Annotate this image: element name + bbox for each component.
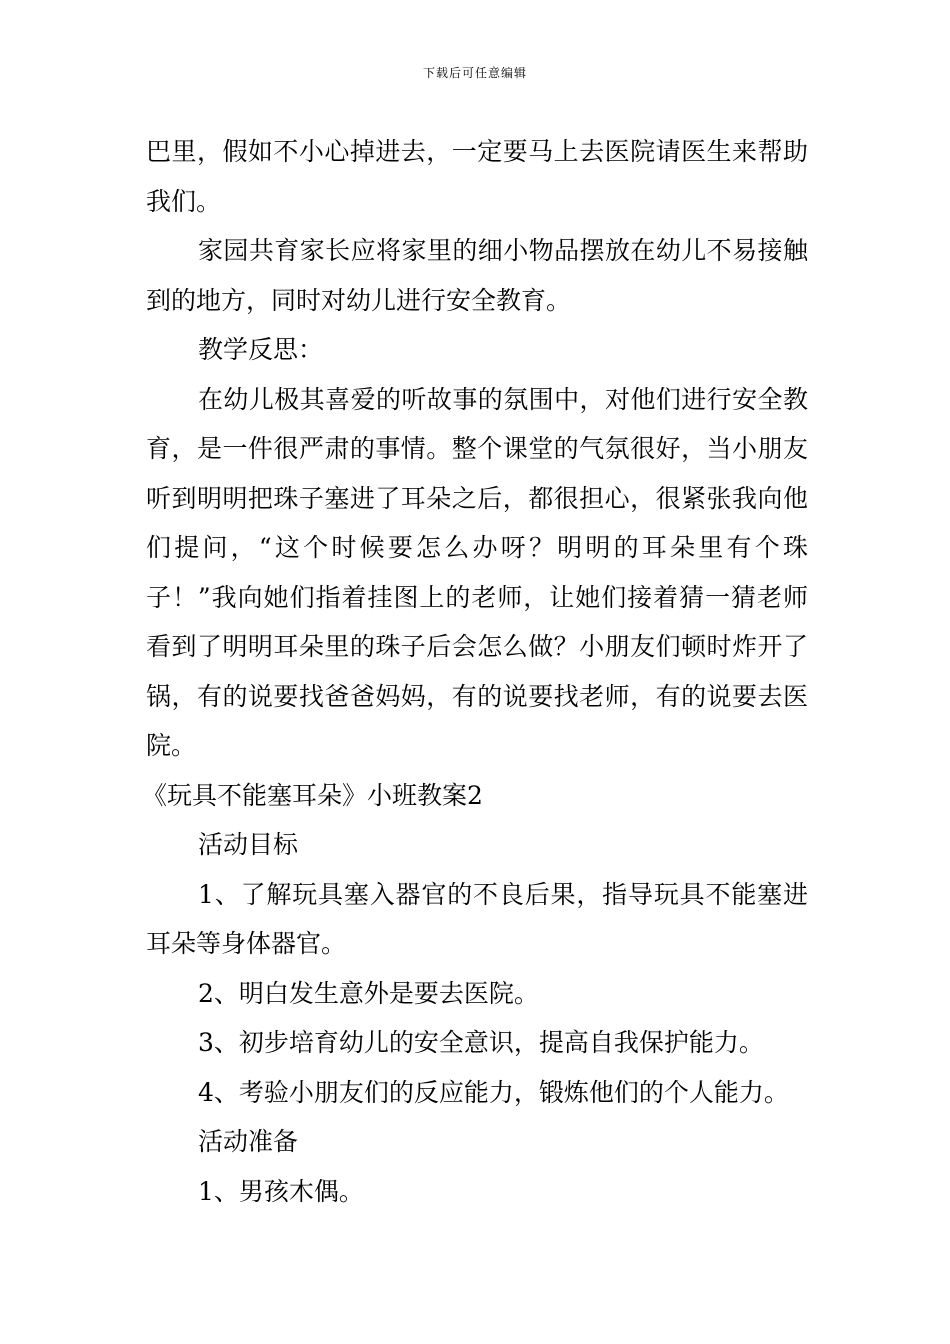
goal-item-4: 4、考验小朋友们的反应能力，锻炼他们的个人能力。 bbox=[198, 1077, 789, 1107]
heading-teaching-reflection: 教学反思： bbox=[198, 335, 324, 364]
goal-item-2: 2、明白发生意外是要去医院。 bbox=[198, 978, 539, 1008]
heading-activity-goals: 活动目标 bbox=[198, 830, 299, 859]
paragraph-reflection: 在幼儿极其喜爱的听故事的氛围中，对他们进行安全教育，是一件很严肃的事情。整个课堂的气氛很好，当小朋友听到明明把珠子塞进了耳朵之后，都很担心，很紧张我向他们提问，“这个时候要怎么办呀？明明的耳朵里有个珠子！”我向她们指着挂图上的老师，让她们接着猜一猜老师看到了明明耳朵里的珠子后会怎么做？小朋友们顿时炸开了锅，有的说要找爸爸妈妈，有的说要找老师，有的说要去医院。 bbox=[146, 384, 808, 760]
heading-activity-preparation: 活动准备 bbox=[198, 1127, 299, 1156]
goal-item-3: 3、初步培育幼儿的安全意识，提高自我保护能力。 bbox=[198, 1028, 764, 1057]
paragraph-home-cooperation: 家园共育家长应将家里的细小物品摆放在幼儿不易接触到的地方，同时对幼儿进行安全教育。 bbox=[146, 236, 808, 315]
lesson-title: 《玩具不能塞耳朵》小班教案2 bbox=[142, 780, 483, 810]
page-header: 下载后可任意编辑 bbox=[422, 66, 527, 80]
preparation-item-1: 1、男孩木偶。 bbox=[198, 1176, 364, 1206]
paragraph-continuation: 巴里，假如不小心掉进去，一定要马上去医院请医生来帮助我们。 bbox=[146, 137, 808, 216]
goal-item-1: 1、了解玩具塞入器官的不良后果，指导玩具不能塞进耳朵等身体器官。 bbox=[146, 879, 808, 958]
document-body bbox=[142, 127, 808, 1216]
